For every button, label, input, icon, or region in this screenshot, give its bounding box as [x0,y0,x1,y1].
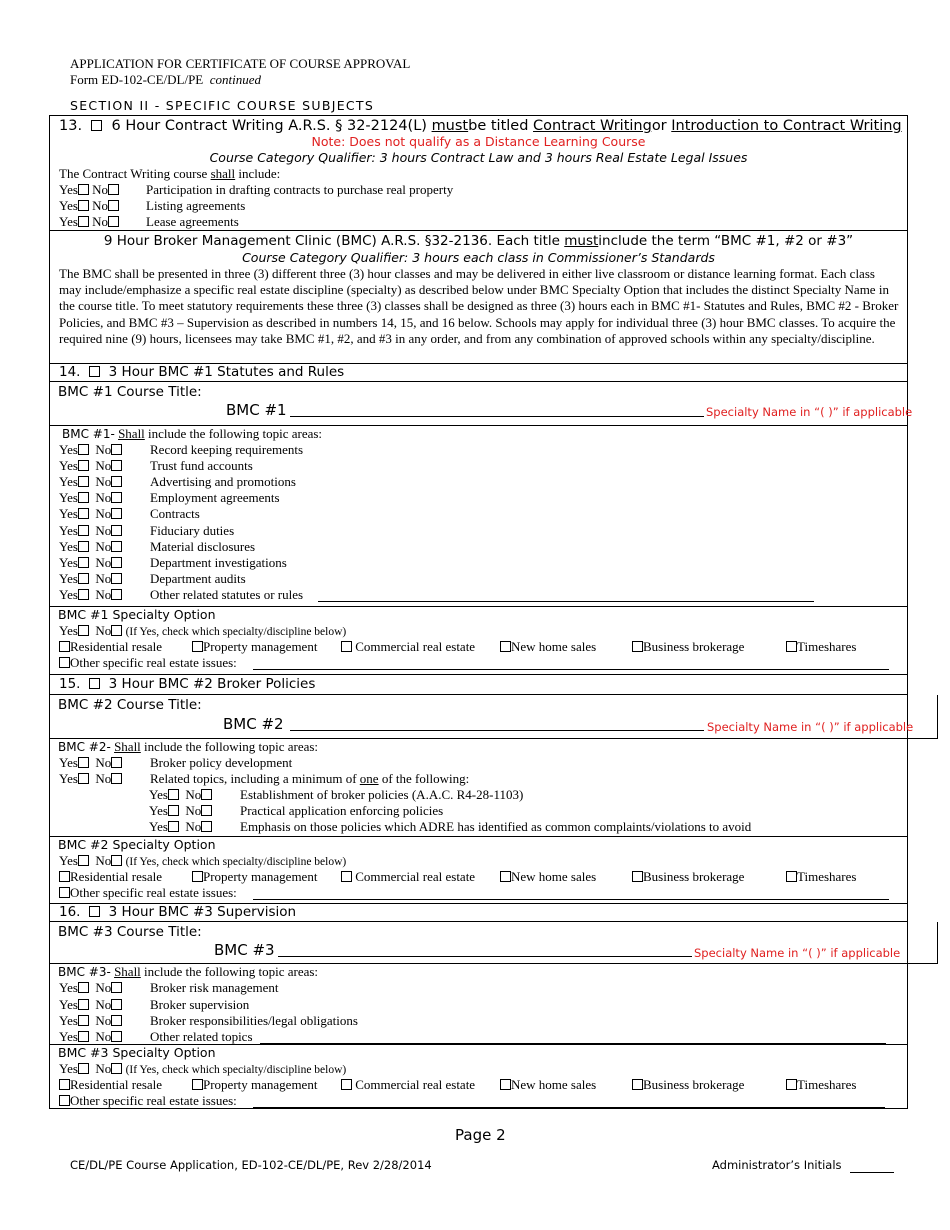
yes-checkbox[interactable] [78,1063,89,1074]
specialty-residential[interactable]: Residential resale [59,1077,162,1093]
item-15-yn-1 [59,755,122,771]
item-13-or: or [651,118,667,134]
yes-checkbox[interactable] [78,773,89,784]
item-13-mid: be titled [468,118,529,134]
item-15-topic-2-one: one [359,771,379,786]
yes-checkbox[interactable] [78,999,89,1010]
no-label: No [95,771,112,786]
yes-label: Yes [59,458,78,473]
item-14-topic-8: Department investigations [150,555,287,570]
item-15-yn-2 [59,771,122,787]
form-title: APPLICATION FOR CERTIFICATE OF COURSE APPROVAL [70,56,411,71]
specialty-property-management[interactable]: Property management [192,869,317,885]
item-13-shall-line [59,166,280,182]
item-15-shall-line [58,739,318,755]
item-16-other-input[interactable] [260,1043,886,1044]
no-label: No [95,458,112,473]
item-14-heading-row [50,364,907,382]
yes-checkbox[interactable] [78,589,89,600]
item-13-topic-1: Participation in drafting contracts to purchase real property [146,182,454,197]
item-13-title-option-2: Introduction to Contract Writing [671,118,902,134]
yes-checkbox[interactable] [78,573,89,584]
item-14-other-issues-input[interactable] [253,669,889,670]
no-label: No [95,1013,112,1028]
item-13-title: 6 Hour Contract Writing A.R.S. § 32-2124(L) [111,118,427,134]
item-14-number: 14. [59,364,81,380]
yes-label: Yes [59,198,78,213]
no-checkbox[interactable] [111,757,122,768]
item-16-topic-3: Broker responsibilities/legal obligations [150,1013,358,1028]
item-15-topic-2-pre: Related topics, including a minimum of [150,771,357,786]
item-16-course-title-row [50,922,938,964]
item-13-note: Note: Does not qualify as a Distance Learning Course [311,134,646,149]
item-13-title-option-1: Contract Writing [533,118,652,134]
item-13-checkbox[interactable] [91,120,102,131]
no-label: No [185,803,202,818]
item-14-shall-post: include the following topic areas: [148,426,323,441]
item-16-yn-2 [59,997,122,1013]
specialty-timeshares[interactable]: Timeshares [786,1077,856,1093]
no-checkbox[interactable] [108,216,119,227]
no-label: No [95,1061,112,1076]
if-yes-note: (If Yes, check which specialty/discipline below) [125,856,347,868]
item-16-checkbox[interactable] [89,906,100,917]
no-label: No [95,442,112,457]
item-14-topic-4: Employment agreements [150,490,280,505]
item-13-row-2 [59,198,119,214]
yes-label: Yes [59,1061,78,1076]
item-14-yn-5 [59,506,122,522]
item-13-row-1 [59,182,119,198]
item-14-specialty-label: BMC #1 Specialty Option [58,607,216,622]
item-15-sub-yn-3 [149,819,212,835]
item-16-heading [59,904,296,921]
no-checkbox[interactable] [111,573,122,584]
item-14-yn-4 [59,490,122,506]
yes-label: Yes [59,506,78,521]
item-15-heading [59,676,315,693]
specialty-residential[interactable]: Residential resale [59,639,162,655]
item-16-topic-4: Other related topics [150,1029,253,1044]
yes-label: Yes [59,214,78,229]
item-14-yn-8 [59,555,122,571]
item-16-heading-row [50,904,907,922]
specialty-business[interactable]: Business brokerage [632,869,744,885]
administrator-initials-label: Administrator’s Initials [712,1158,842,1172]
yes-checkbox[interactable] [78,541,89,552]
yes-label: Yes [59,997,78,1012]
item-16-other-issues-input[interactable] [253,1107,885,1108]
no-checkbox[interactable] [111,982,122,993]
item-16-course-title-label: BMC #3 Course Title: [58,924,202,940]
item-14-yn-6 [59,523,122,539]
item-14-topic-10: Other related statutes or rules [150,587,304,602]
no-checkbox[interactable] [111,525,122,536]
specialty-business[interactable]: Business brokerage [632,1077,744,1093]
no-label: No [95,980,112,995]
item-14-topic-3: Advertising and promotions [150,474,296,489]
item-14-yn-1 [59,442,122,458]
specialty-timeshares[interactable]: Timeshares [786,869,856,885]
item-14-checkbox[interactable] [89,366,100,377]
item-14-yn-2 [59,458,122,474]
yes-checkbox[interactable] [168,789,179,800]
no-checkbox[interactable] [111,855,122,866]
item-16-shall-pre: BMC #3- [58,965,111,979]
bmc-intro-post: include the term “BMC #1, #2 or #3” [598,233,854,249]
item-15-course-title-row [50,695,938,739]
course-subjects-form [49,115,914,1109]
no-checkbox[interactable] [201,805,212,816]
no-checkbox[interactable] [111,444,122,455]
item-16-shall-line [58,964,318,980]
item-15-topic-2 [150,771,469,787]
item-16-shall-post: include the following topic areas: [144,964,319,979]
item-14-course-title-label: BMC #1 Course Title: [58,384,202,400]
administrator-initials-input[interactable] [850,1172,894,1173]
item-14-topic-5: Contracts [150,506,200,521]
yes-label: Yes [59,853,78,868]
item-15-title: 3 Hour BMC #2 Broker Policies [108,676,316,692]
item-15-other-issues-input[interactable] [253,899,889,900]
item-15-sub-yn-2 [149,803,212,819]
no-label: No [95,853,112,868]
yes-checkbox[interactable] [78,757,89,768]
specialty-property-management[interactable]: Property management [192,1077,317,1093]
item-14-course-title-input[interactable] [290,416,704,417]
no-checkbox[interactable] [111,625,122,636]
item-15-subtopic-1: Establishment of broker policies (A.A.C. R4-28-1103) [240,787,524,802]
no-label: No [95,523,112,538]
yes-label: Yes [149,803,168,818]
item-14-shall: Shall [118,426,145,441]
no-label: No [95,755,112,770]
other-checkbox[interactable] [59,887,70,898]
item-13-shall-post: include: [238,166,281,181]
item-15-checkbox[interactable] [89,678,100,689]
no-label: No [95,587,112,602]
item-16-number: 16. [59,904,81,920]
item-15-topic-1: Broker policy development [150,755,293,770]
item-15-topics-section [50,739,907,837]
yes-checkbox[interactable] [78,460,89,471]
item-16-yn-4 [59,1029,122,1045]
no-checkbox[interactable] [111,460,122,471]
item-14-course-title-row [50,382,913,426]
item-14-topic-1: Record keeping requirements [150,442,304,457]
item-14-heading [59,364,344,381]
no-label: No [95,506,112,521]
item-14-title: 3 Hour BMC #1 Statutes and Rules [108,364,345,380]
form-revision: CE/DL/PE Course Application, ED-102-CE/DL/PE, Rev 2/28/2014 [70,1158,432,1172]
item-15-subtopic-3: Emphasis on those policies which ADRE has identified as common complaints/violations to avoid [240,819,752,834]
yes-checkbox[interactable] [78,1031,89,1042]
item-13-qualifier: Course Category Qualifier: 3 hours Contract Law and 3 hours Real Estate Legal Issues [209,150,748,165]
specialty-new-home[interactable]: New home sales [500,639,596,655]
item-15-course-title-label: BMC #2 Course Title: [58,697,202,713]
yes-label: Yes [59,771,78,786]
specialty-other: Other specific real estate issues: [59,885,237,901]
no-checkbox[interactable] [111,589,122,600]
section-title: SECTION II - SPECIFIC COURSE SUBJECTS [70,98,375,113]
no-checkbox[interactable] [111,1063,122,1074]
item-14-specialty-hint: Specialty Name in “( )” if applicable [706,405,913,419]
item-15-sub-yn-1 [149,787,212,803]
item-16-shall: Shall [114,964,141,979]
yes-checkbox[interactable] [78,476,89,487]
no-label: No [95,997,112,1012]
no-label: No [95,1029,112,1044]
no-label: No [92,182,109,197]
yes-checkbox[interactable] [168,805,179,816]
item-13-section [50,116,907,231]
yes-checkbox[interactable] [78,200,89,211]
item-14-yn-7 [59,539,122,555]
no-checkbox[interactable] [111,541,122,552]
no-label: No [95,555,112,570]
no-checkbox[interactable] [201,789,212,800]
if-yes-note: (If Yes, check which specialty/discipline below) [125,626,347,638]
no-checkbox[interactable] [201,821,212,832]
no-label: No [95,539,112,554]
item-13-must: must [431,118,469,134]
yes-label: Yes [59,182,78,197]
specialty-commercial[interactable]: Commercial real estate [341,1077,475,1093]
item-15-specialty-section [50,837,907,904]
item-13-topic-3: Lease agreements [146,214,239,229]
yes-label: Yes [59,555,78,570]
form-id-line [70,72,261,88]
yes-label: Yes [149,787,168,802]
yes-checkbox[interactable] [78,444,89,455]
specialty-other: Other specific real estate issues: [59,1093,237,1109]
item-15-shall: Shall [114,739,141,754]
item-14-yn-10 [59,587,122,603]
item-14-topics-section [50,426,907,607]
no-label: No [95,474,112,489]
yes-checkbox[interactable] [78,982,89,993]
item-14-shall-line [62,426,322,442]
item-14-topic-2: Trust fund accounts [150,458,253,473]
no-checkbox[interactable] [111,773,122,784]
item-15-shall-post: include the following topic areas: [144,739,319,754]
no-label: No [92,214,109,229]
item-16-title: 3 Hour BMC #3 Supervision [108,904,297,920]
item-13-topic-2: Listing agreements [146,198,246,213]
item-14-topic-9: Department audits [150,571,246,586]
yes-label: Yes [59,1013,78,1028]
item-15-course-title-input[interactable] [290,730,704,731]
other-checkbox[interactable] [59,657,70,668]
yes-label: Yes [59,571,78,586]
no-checkbox[interactable] [108,184,119,195]
yes-label: Yes [59,490,78,505]
no-checkbox[interactable] [111,1015,122,1026]
yes-checkbox[interactable] [78,525,89,536]
item-14-yn-9 [59,571,122,587]
specialty-commercial[interactable]: Commercial real estate [341,869,475,885]
page-number: Page 2 [455,1126,506,1144]
item-16-specialty-section [50,1045,907,1108]
item-16-yn-3 [59,1013,122,1029]
yes-label: Yes [59,539,78,554]
item-16-topics-section [50,964,907,1045]
item-15-specialty-label: BMC #2 Specialty Option [58,837,216,852]
no-label: No [92,198,109,213]
yes-checkbox[interactable] [168,821,179,832]
specialty-other: Other specific real estate issues: [59,655,237,671]
item-15-shall-pre: BMC #2- [58,740,111,754]
bmc-intro-paragraph: The BMC shall be presented in three (3) different three (3) hour classes and may be delivered in either live classroom or distance learning format. Each class may include/emphasize a specific real estate discipline (specialty) as described below under BMC Specialty Option that includes the distinct Specialty Name in the course title. To meet statutory requirements these three (3) classes shall be designed as three (3) hours each in BMC #1- Statutes and Rules, BMC #2 - Broker Policies, and BMC #3 – Supervision as described in numbers 14, 15, and 16 below. Schools may apply for individual three (3) hour BMC classes. To acquire the required nine (9) hours, licensees may take BMC #1, #2, and #3 in any order, and from any combination of approved schools within any specialty/discipline. [59,266,899,346]
item-13-number: 13. [59,118,83,134]
no-checkbox[interactable] [111,1031,122,1042]
yes-label: Yes [59,1029,78,1044]
other-checkbox[interactable] [59,1095,70,1106]
item-13-row-3 [59,214,119,230]
yes-label: Yes [59,623,78,638]
specialty-business[interactable]: Business brokerage [632,639,744,655]
continued-label: continued [209,72,262,87]
specialty-new-home[interactable]: New home sales [500,1077,596,1093]
no-checkbox[interactable] [111,492,122,503]
item-14-course-prefix: BMC #1 [226,401,287,419]
bmc-intro-pre: 9 Hour Broker Management Clinic (BMC) A.R.S. §32-2136. Each title [103,233,560,249]
yes-label: Yes [59,523,78,538]
item-14-specialty-section [50,607,907,675]
item-16-topic-2: Broker supervision [150,997,250,1012]
yes-label: Yes [59,587,78,602]
no-label: No [95,623,112,638]
bmc-intro-must: must [564,233,599,249]
specialty-residential[interactable]: Residential resale [59,869,162,885]
no-checkbox[interactable] [111,508,122,519]
yes-checkbox[interactable] [78,1015,89,1026]
item-16-yn-1 [59,980,122,996]
item-15-number: 15. [59,676,81,692]
specialty-property-management[interactable]: Property management [192,639,317,655]
yes-checkbox[interactable] [78,492,89,503]
specialty-commercial[interactable]: Commercial real estate [341,639,475,655]
yes-label: Yes [149,819,168,834]
bmc-intro-section [50,231,907,364]
item-16-specialty-yn [59,1061,346,1078]
no-label: No [95,490,112,505]
no-checkbox[interactable] [111,476,122,487]
if-yes-note: (If Yes, check which specialty/discipline below) [125,1064,347,1076]
item-15-subtopic-2: Practical application enforcing policies [240,803,444,818]
item-15-topic-2-post: of the following: [381,771,470,786]
yes-checkbox[interactable] [78,184,89,195]
item-15-specialty-hint: Specialty Name in “( )” if applicable [707,720,914,734]
no-checkbox[interactable] [108,200,119,211]
no-label: No [185,819,202,834]
no-label: No [185,787,202,802]
yes-checkbox[interactable] [78,508,89,519]
item-15-heading-row [50,675,907,695]
item-14-other-input[interactable] [318,601,814,602]
item-14-shall-pre: BMC #1- [62,427,115,441]
specialty-timeshares[interactable]: Timeshares [786,639,856,655]
item-13-shall-pre: The Contract Writing course [59,166,208,181]
item-15-specialty-yn [59,853,346,870]
yes-label: Yes [59,755,78,770]
item-13-shall: shall [210,166,236,181]
item-16-specialty-hint: Specialty Name in “( )” if applicable [694,946,901,960]
item-16-course-prefix: BMC #3 [214,941,275,959]
bmc-intro-qualifier: Course Category Qualifier: 3 hours each class in Commissioner’s Standards [242,250,715,265]
yes-checkbox[interactable] [78,216,89,227]
no-label: No [95,571,112,586]
specialty-new-home[interactable]: New home sales [500,869,596,885]
item-16-topic-1: Broker risk management [150,980,279,995]
yes-label: Yes [59,980,78,995]
yes-checkbox[interactable] [78,625,89,636]
item-14-specialty-yn [59,623,346,640]
item-14-yn-3 [59,474,122,490]
yes-label: Yes [59,442,78,457]
item-13-heading [59,117,902,135]
no-checkbox[interactable] [111,557,122,568]
bmc-intro-heading [50,233,907,250]
item-15-course-prefix: BMC #2 [223,715,284,733]
item-14-topic-7: Material disclosures [150,539,256,554]
item-16-course-title-input[interactable] [278,956,692,957]
item-16-specialty-label: BMC #3 Specialty Option [58,1045,216,1060]
yes-checkbox[interactable] [78,557,89,568]
form-id: Form ED-102-CE/DL/PE [70,72,204,87]
no-checkbox[interactable] [111,999,122,1010]
item-14-topic-6: Fiduciary duties [150,523,235,538]
yes-label: Yes [59,474,78,489]
yes-checkbox[interactable] [78,855,89,866]
